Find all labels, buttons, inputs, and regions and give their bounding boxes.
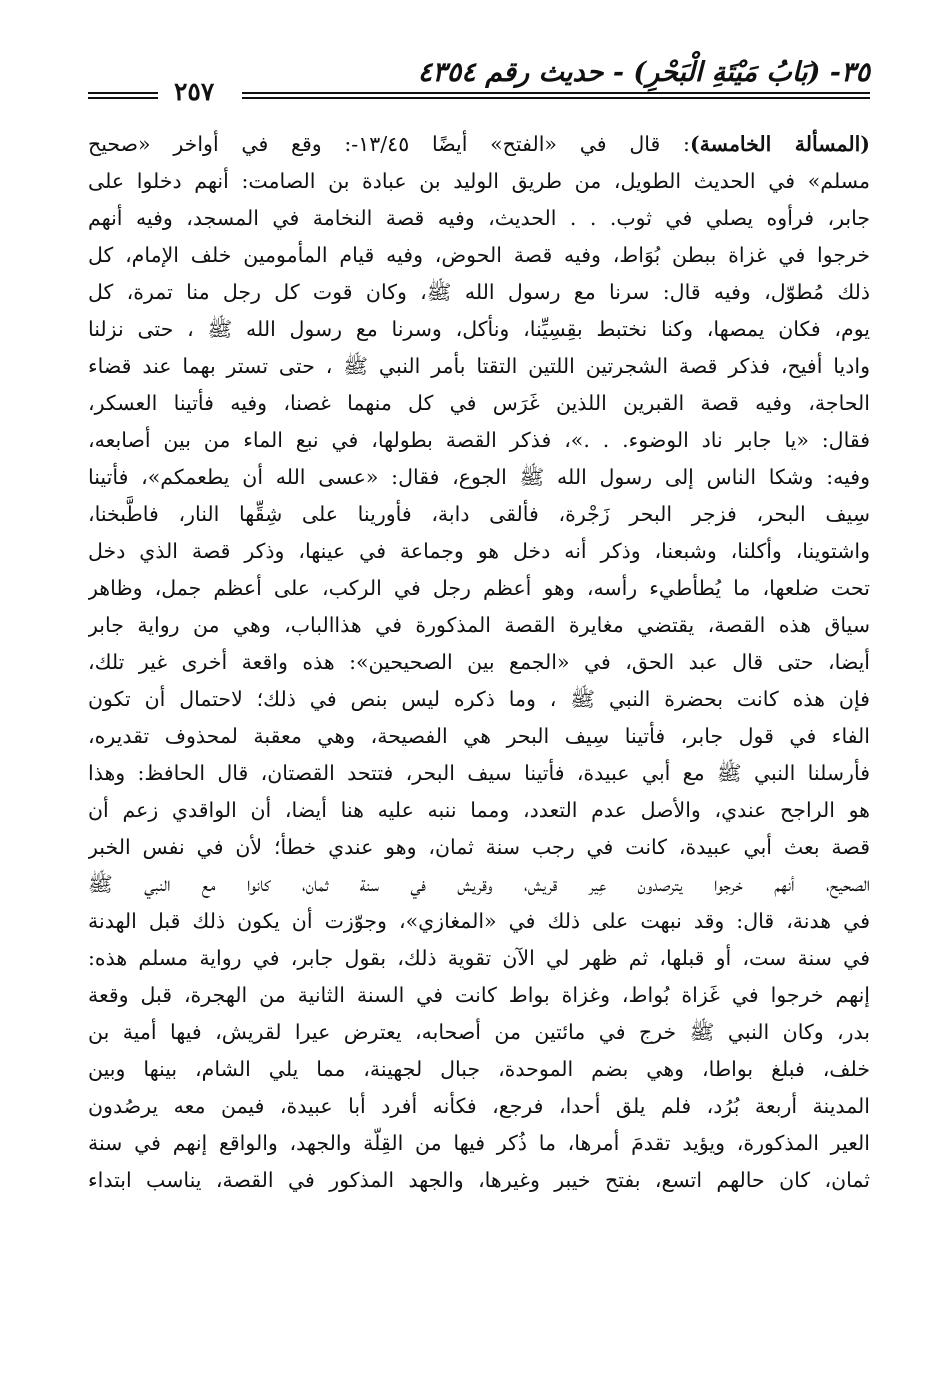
text-line: سياق هذه القصة، يقتضي مغايرة القصة المذكورة في هذاالباب، وهي من رواية جابر [88, 613, 870, 637]
text-line: ذلك مُطوّل، وفيه قال: سرنا مع رسول الله ﷺ، وكان قوت كل رجل منا تمرة، كل [88, 280, 870, 304]
text-line: إنهم خرجوا في غَزاة بُواط، وغزاة بواط كانت في السنة الثانية من الهجرة، قبل وقعة [88, 983, 870, 1007]
text-line: الحاجة، وفيه قصة القبرين اللذين غَرَس في كل منهما غصنا، وفيه فأتينا العسكر، [88, 391, 870, 415]
text-line: مسلم» في الحديث الطويل، من طريق الوليد بن عبادة بن الصامت: أنهم دخلوا على [88, 169, 870, 193]
text-line: الفاء في قول جابر، فأتينا سِيف البحر هي الفصيحة، وهي معقبة لمحذوف تقديره، [88, 724, 870, 748]
text-line: فإن هذه كانت بحضرة النبي ﷺ ، وما ذكره ليس بنص في ذلك؛ لاحتمال أن تكون [88, 687, 870, 711]
text-line: فقال: «يا جابر ناد الوضوء. . .»، فذكر القصة بطولها، في نبع الماء من بين أصابعه، [88, 428, 870, 452]
text-line [88, 126, 870, 163]
section-heading: (المسألة الخامسة) [689, 132, 870, 156]
text-line: المدينة أربعة بُرُد، فلم يلق أحدا، فرجع، فكأنه أفرد أبا عبيدة، فيمن معه يرصُدون [88, 1094, 870, 1118]
text-line: أيضا، حتى قال عبد الحق، في «الجمع بين الصحيحين»: هذه واقعة أخرى غير تلك، [88, 650, 870, 674]
text-line: خلف، فبلغ بواطا، وهي بضم الموحدة، جبال لجهينة، مما يلي الشام، بينها وبين [88, 1057, 870, 1081]
text-line: خرجوا في غزاة ببطن بُوَاط، وفيه قصة الحوض، وفيه قيام المأمومين خلف الإمام، كل [88, 243, 870, 267]
text-line: واشتوينا، وأكلنا، وشبعنا، وذكر أنه دخل هو وجماعة في عينها، وذكر قصة الذي دخل [88, 539, 870, 563]
text-line: الصحيح، أنهم خرجوا يترصدون عِير قريش، وقريش في سنة ثمان، كانوا مع النبي ﷺ [88, 872, 870, 896]
text-line: سِيف البحر، فزجر البحر زَجْرة، فألقى دابة، فأورينا على شِقِّها النار، فاطَّبخنا، [88, 502, 870, 526]
text-line: واديا أفيح، فذكر قصة الشجرتين اللتين التقتا بأمر النبي ﷺ ، حتى تستر بهما عند قضاء [88, 354, 870, 378]
main-text [88, 126, 870, 1199]
text-line: قصة بعث أبي عبيدة، كانت في رجب سنة ثمان، وهو عندي خطأ؛ لأن في نفس الخبر [88, 835, 870, 859]
text-line: فأرسلنا النبي ﷺ مع أبي عبيدة، فأتينا سيف البحر، فتتحد القصتان، قال الحافظ: وهذا [88, 761, 870, 785]
running-header [88, 56, 870, 106]
text-line: هو الراجح عندي، والأصل عدم التعدد، ومما ننبه عليه هنا أيضا، أن الواقدي زعم أن [88, 798, 870, 822]
text-line: ثمان، كان حالهم اتسع، بفتح خيبر وغيرها، والجهد المذكور في القصة، يناسب ابتداء [88, 1168, 870, 1192]
text-line: يوم، فكان يمصها، وكنا نختبط بقِسِيِّنا، ونأكل، وسرنا مع رسول الله ﷺ ، حتى نزلنا [88, 317, 870, 341]
chapter-title: ٣٥- (بَابُ مَيْتَةِ الْبَحْرِ) - حديث رقم ٤٣٥٤ [417, 57, 870, 88]
text-line: في هدنة، قال: وقد نبهت على ذلك في «المغازي»، وجوّزت أن يكون ذلك قبل الهدنة [88, 909, 870, 933]
text-line: وفيه: وشكا الناس إلى رسول الله ﷺ الجوع، فقال: «عسى الله أن يطعمكم»، فأتينا [88, 465, 870, 489]
page-number-rule [88, 92, 158, 99]
header-double-rule [242, 92, 870, 99]
text-line: العير المذكورة، ويؤيد تقدمَ أمرها، ما ذُكر فيها من القِلّة والجهد، والواقع إنهم في سنة [88, 1131, 870, 1155]
page-number: ٢٥٧ [174, 77, 215, 106]
text-line: جابر، فرأوه يصلي في ثوب. . . الحديث، وفيه قصة النخامة في المسجد، وفيه أنهم [88, 206, 870, 230]
line-text: : قال في «الفتح» أيضًا ١٣/٤٥-: وقع في أواخر «صحيح [88, 132, 690, 156]
text-line: تحت ضلعها، ما يُطأطيء رأسه، وهو أعظم رجل في الركب، على أعظم جمل، وظاهر [88, 576, 870, 600]
text-line: بدر، وكان النبي ﷺ خرج في مائتين من أصحابه، يعترض عيرا لقريش، فيها أمية بن [88, 1020, 870, 1044]
text-line: في سنة ست، أو قبلها، ثم ظهر لي الآن تقوية ذلك، بقول جابر، في رواية مسلم هذه: [88, 946, 870, 970]
